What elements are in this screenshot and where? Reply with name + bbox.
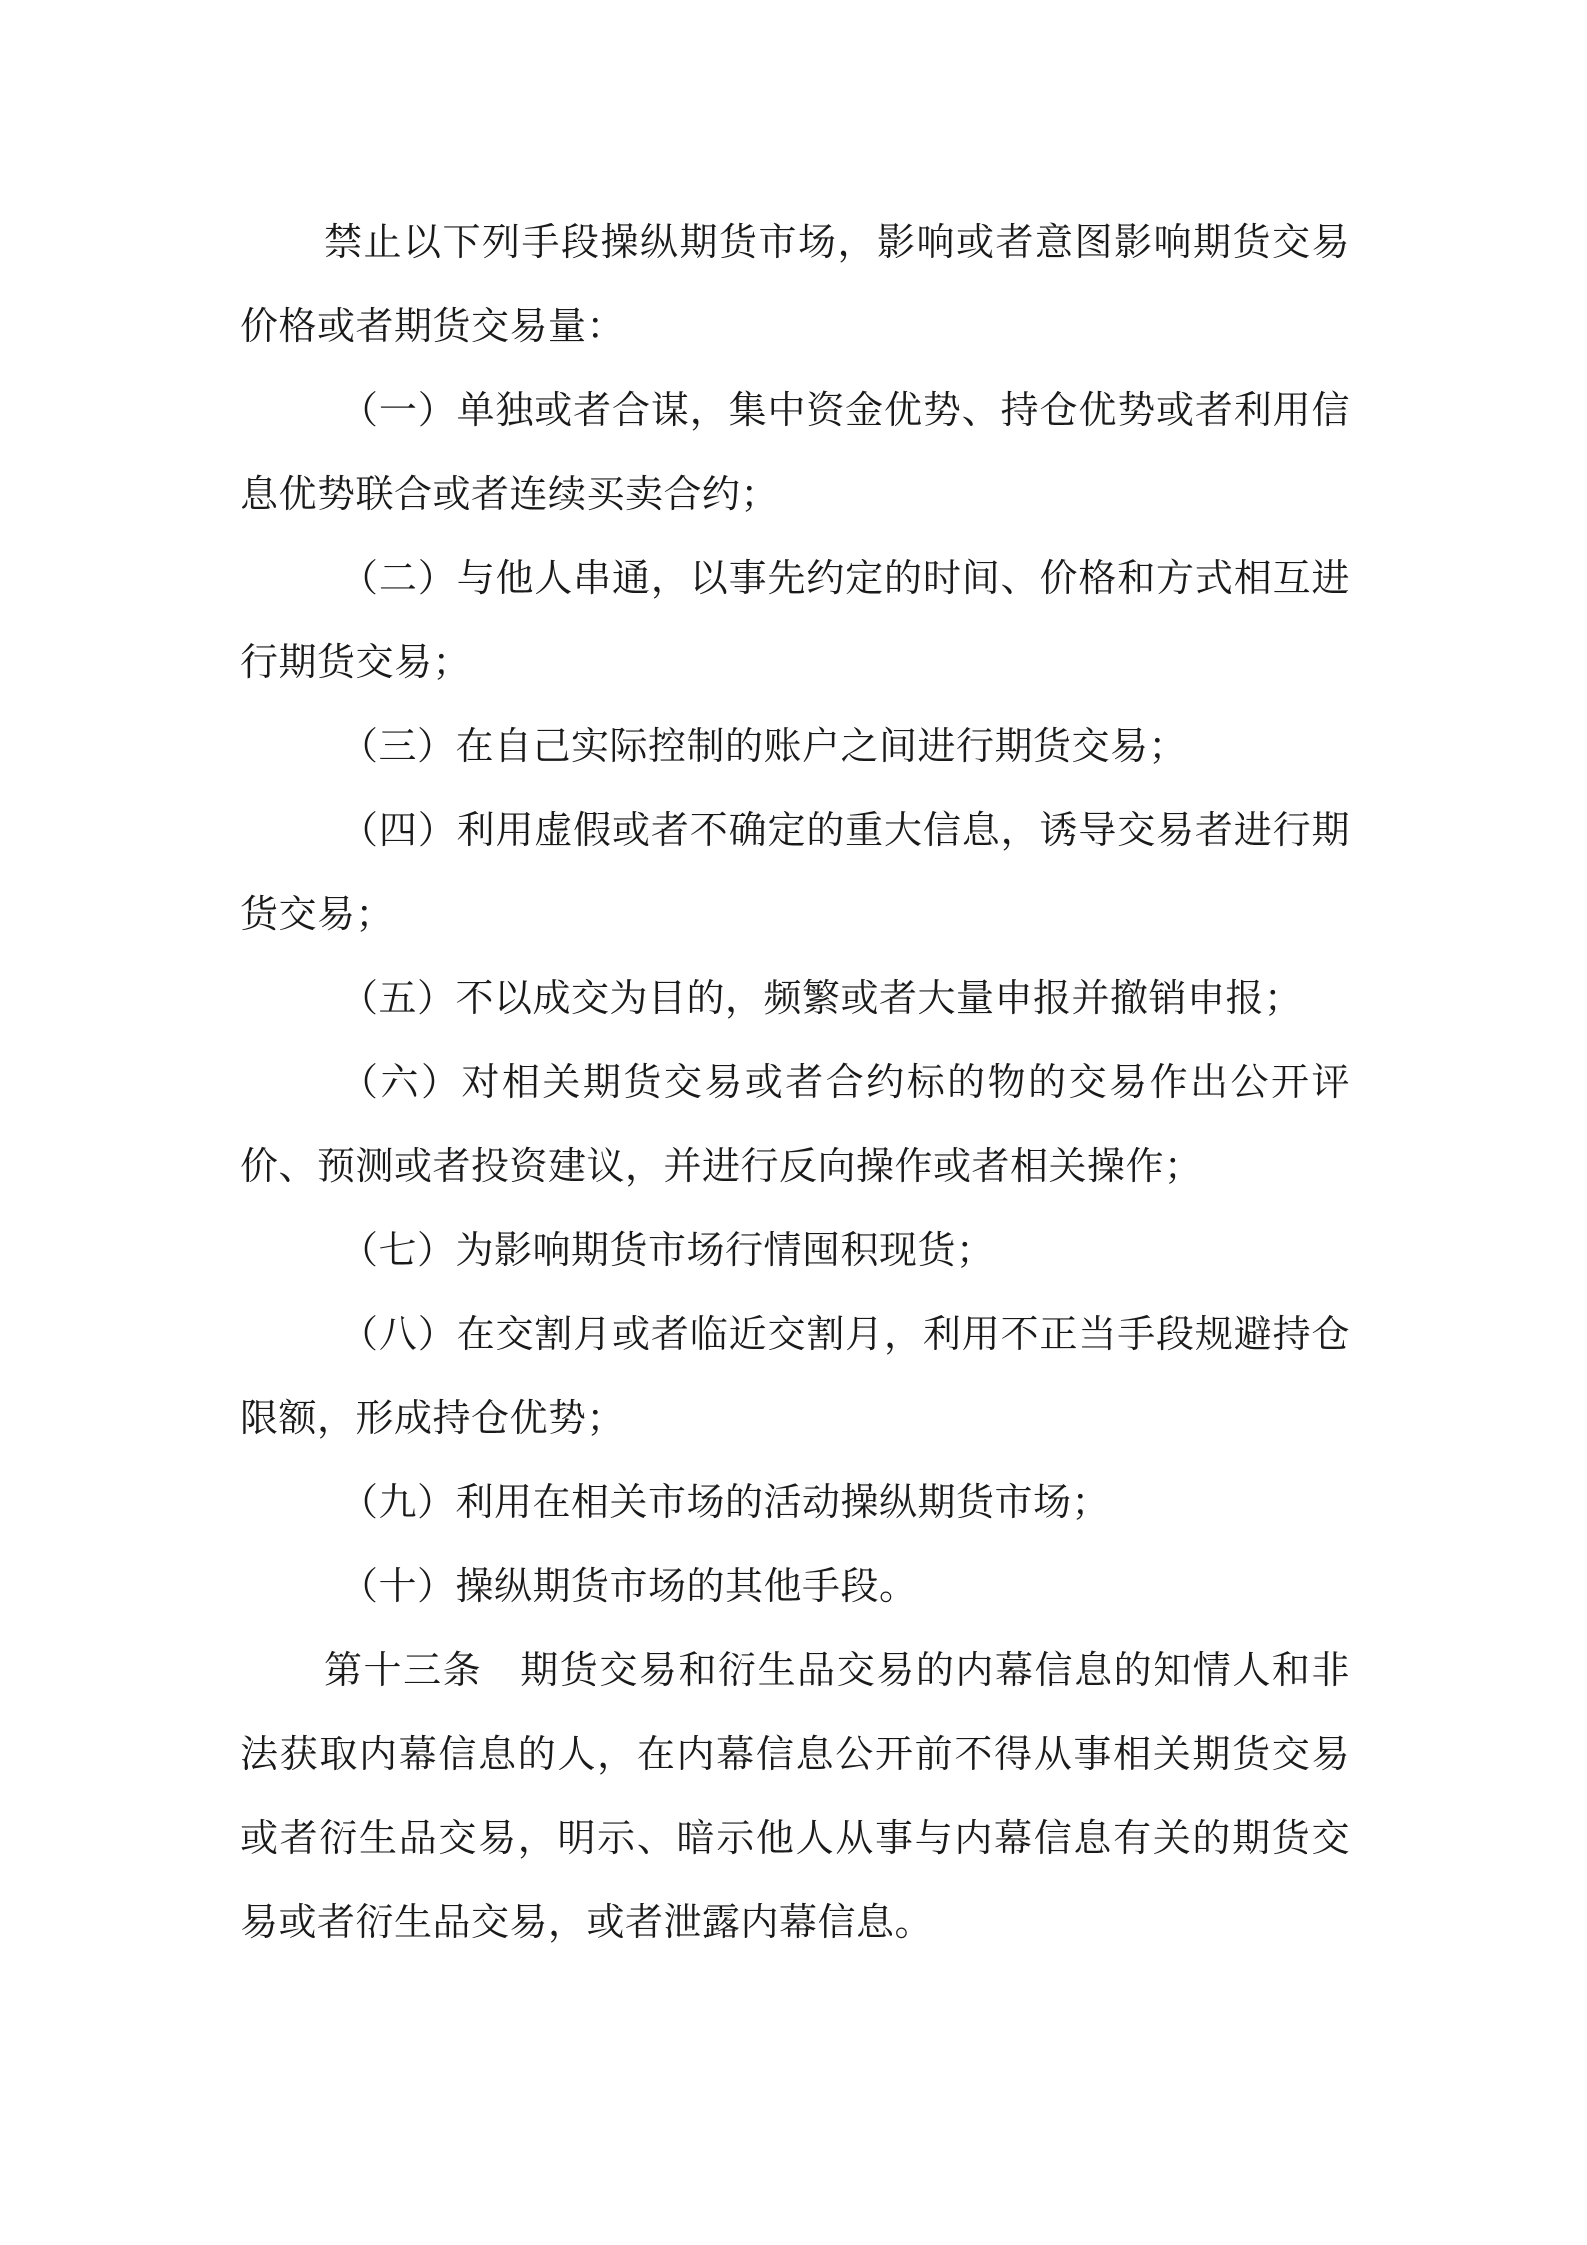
article-13-body: 期货交易和衍生品交易的内幕信息的知情人和非法获取内幕信息的人，在内幕信息公开前不得从事相关期货交易或者衍生品交易，明示、暗示他人从事与内幕信息有关的期货交易或者衍生品交易，或者泄露内幕信息。 bbox=[240, 1648, 1350, 1944]
list-item-2: （二）与他人串通，以事先约定的时间、价格和方式相互进行期货交易； bbox=[240, 556, 1350, 684]
list-item-3: （三）在自己实际控制的账户之间进行期货交易； bbox=[340, 724, 1188, 768]
list-item-8: （八）在交割月或者临近交割月，利用不正当手段规避持仓限额，形成持仓优势； bbox=[240, 1312, 1350, 1440]
list-item-5: （五）不以成交为目的，频繁或者大量申报并撤销申报； bbox=[340, 976, 1303, 1020]
document-page bbox=[240, 200, 1350, 1964]
list-item-4: （四）利用虚假或者不确定的重大信息，诱导交易者进行期货交易； bbox=[240, 808, 1350, 936]
list-item-9: （九）利用在相关市场的活动操纵期货市场； bbox=[340, 1480, 1111, 1524]
article-13-title: 第十三条 bbox=[324, 1648, 483, 1692]
list-item-6: （六）对相关期货交易或者合约标的物的交易作出公开评价、预测或者投资建议，并进行反向操作或者相关操作； bbox=[240, 1060, 1350, 1188]
article-13-paragraph bbox=[240, 1628, 1350, 1964]
intro-paragraph: 禁止以下列手段操纵期货市场，影响或者意图影响期货交易价格或者期货交易量： bbox=[240, 220, 1350, 348]
list-item-1: （一）单独或者合谋，集中资金优势、持仓优势或者利用信息优势联合或者连续买卖合约； bbox=[240, 388, 1350, 516]
list-item-10: （十）操纵期货市场的其他手段。 bbox=[340, 1564, 918, 1608]
list-item-7: （七）为影响期货市场行情囤积现货； bbox=[340, 1228, 995, 1272]
